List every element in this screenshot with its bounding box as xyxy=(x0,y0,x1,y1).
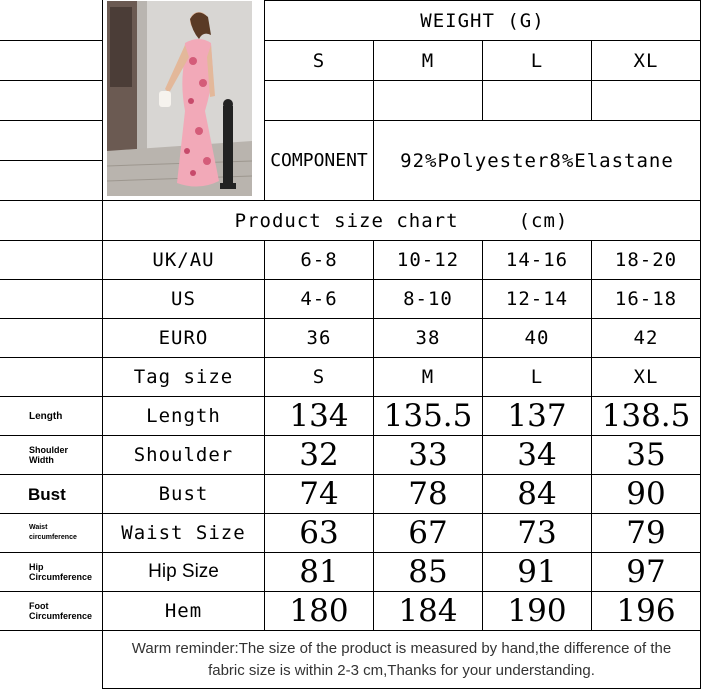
side-label-hem: Foot Circumference xyxy=(29,601,93,621)
ukau-xl: 18-20 xyxy=(614,249,678,271)
hip-xl: 97 xyxy=(626,554,666,590)
row-label-ukau: UK/AU xyxy=(152,249,215,271)
tag-s: S xyxy=(312,366,326,388)
hem-xl: 196 xyxy=(616,593,676,629)
euro-xl: 42 xyxy=(633,327,659,349)
hem-s: 180 xyxy=(289,593,349,629)
weight-size-xl: XL xyxy=(633,49,659,72)
row-label-euro: EURO xyxy=(158,327,209,349)
ukau-l: 14-16 xyxy=(505,249,569,271)
length-xl: 138.5 xyxy=(601,398,691,434)
ukau-s: 6-8 xyxy=(300,249,338,271)
component-value: 92%Polyester8%Elastane xyxy=(400,149,674,172)
waist-s: 63 xyxy=(299,515,339,551)
hip-m: 85 xyxy=(408,554,448,590)
waist-l: 73 xyxy=(517,515,557,551)
ukau-m: 10-12 xyxy=(396,249,460,271)
length-m: 135.5 xyxy=(383,398,473,434)
hem-m: 184 xyxy=(398,593,458,629)
weight-size-m: M xyxy=(421,49,435,72)
row-label-hem: Hem xyxy=(164,600,203,622)
weight-size-s: S xyxy=(312,49,326,72)
shoulder-s: 32 xyxy=(299,437,339,473)
length-s: 134 xyxy=(289,398,349,434)
tag-l: L xyxy=(530,366,544,388)
row-label-bust: Bust xyxy=(158,483,209,505)
product-photo xyxy=(107,1,252,196)
us-xl: 16-18 xyxy=(614,288,678,310)
component-label: COMPONENT xyxy=(270,150,368,171)
us-l: 12-14 xyxy=(505,288,569,310)
hip-s: 81 xyxy=(299,554,339,590)
side-label-waist: Waist circumference xyxy=(29,524,77,541)
weight-title: WEIGHT (G) xyxy=(420,9,545,32)
euro-m: 38 xyxy=(415,327,441,349)
side-label-length: Length xyxy=(29,410,63,422)
length-l: 137 xyxy=(507,398,567,434)
row-label-waist: Waist Size xyxy=(121,522,246,544)
waist-xl: 79 xyxy=(626,515,666,551)
row-label-hip: Hip Size xyxy=(148,561,219,582)
bust-m: 78 xyxy=(408,476,448,512)
us-m: 8-10 xyxy=(403,288,453,310)
euro-l: 40 xyxy=(524,327,550,349)
euro-s: 36 xyxy=(306,327,332,349)
chart-title: Product size chart xyxy=(234,209,459,232)
chart-unit: (cm) xyxy=(518,209,569,232)
row-label-shoulder: Shoulder xyxy=(133,444,234,466)
waist-m: 67 xyxy=(408,515,448,551)
bust-l: 84 xyxy=(517,476,557,512)
warm-reminder-note: Warm reminder:The size of the product is measured by hand,the difference of the fabric size is within 2-3 cm,Thanks for your understanding. xyxy=(131,639,672,679)
hem-l: 190 xyxy=(507,593,567,629)
side-label-bust: Bust xyxy=(28,484,66,504)
side-label-hip: Hip Circumference xyxy=(29,562,93,582)
shoulder-m: 33 xyxy=(408,437,448,473)
row-label-tag: Tag size xyxy=(133,366,234,388)
bust-xl: 90 xyxy=(626,476,666,512)
weight-size-l: L xyxy=(530,49,544,72)
side-label-shoulder: Shoulder Width xyxy=(29,445,69,465)
tag-m: M xyxy=(421,366,435,388)
row-label-length: Length xyxy=(146,405,221,427)
bust-s: 74 xyxy=(299,476,339,512)
chart-title-row xyxy=(103,201,700,240)
row-label-us: US xyxy=(171,288,196,310)
us-s: 4-6 xyxy=(300,288,338,310)
hip-l: 91 xyxy=(517,554,557,590)
shoulder-l: 34 xyxy=(517,437,557,473)
tag-xl: XL xyxy=(633,366,659,388)
shoulder-xl: 35 xyxy=(626,437,666,473)
